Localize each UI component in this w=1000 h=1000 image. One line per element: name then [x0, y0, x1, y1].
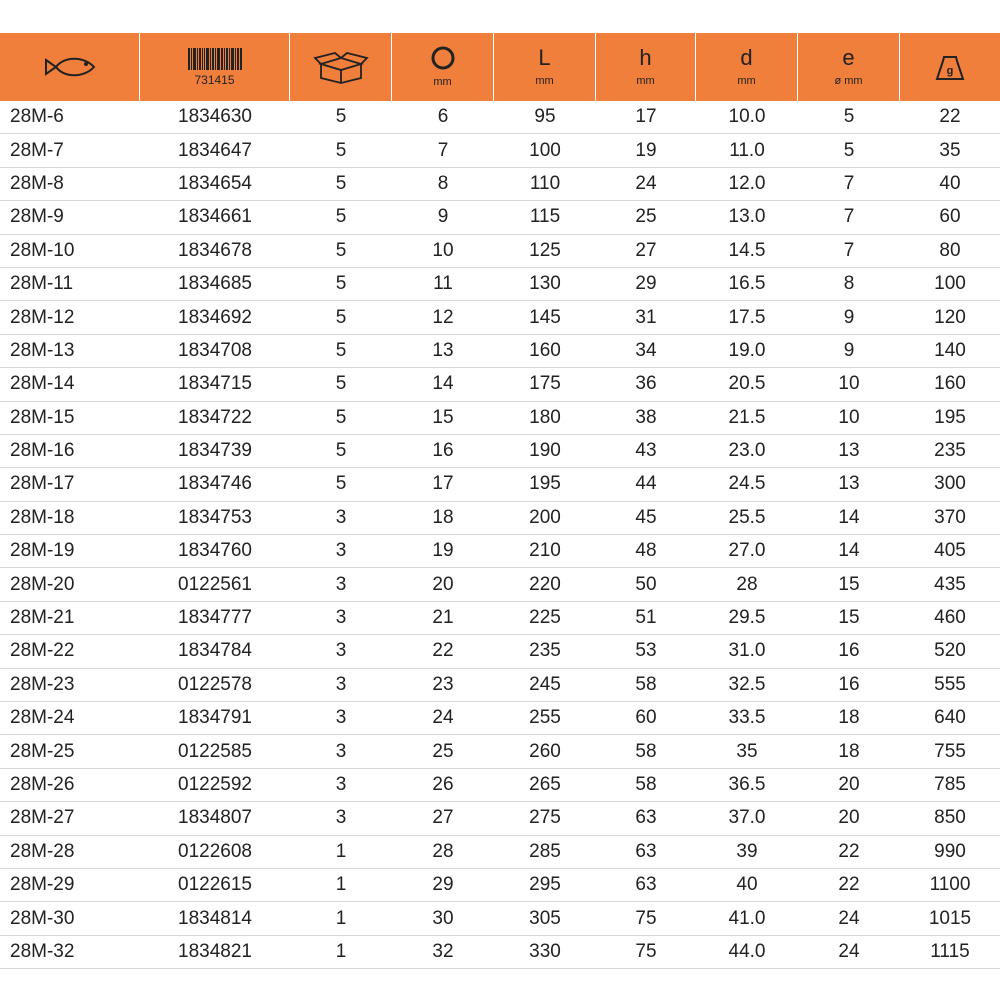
cell-length: 255 — [529, 707, 561, 729]
cell-e: 9 — [843, 339, 855, 361]
cell-length: 295 — [529, 874, 561, 896]
header-size — [392, 33, 494, 101]
cell-diameter: 35 — [736, 740, 758, 762]
cell-model: 28M-16 — [10, 440, 75, 462]
table-row — [0, 335, 1000, 368]
cell-model: 28M-9 — [10, 206, 64, 228]
cell-ean: 0122592 — [178, 774, 252, 795]
cell-pack-qty: 5 — [335, 273, 347, 295]
table-row — [0, 368, 1000, 401]
cell-ean: 1834807 — [178, 807, 252, 829]
table-row — [0, 902, 1000, 935]
cell-pack-qty: 1 — [335, 840, 347, 862]
cell-length: 110 — [529, 172, 561, 194]
cell-diameter: 16.5 — [728, 273, 766, 295]
cell-model: 28M-21 — [10, 607, 75, 629]
cell-diameter: 32.5 — [728, 673, 766, 695]
cell-height: 36 — [635, 373, 657, 395]
cell-length: 275 — [529, 807, 561, 829]
cell-model: 28M-14 — [10, 373, 75, 395]
cell-length: 330 — [529, 940, 561, 962]
cell-e: 5 — [843, 106, 855, 128]
cell-pack-qty: 5 — [335, 339, 347, 361]
cell-weight: 520 — [934, 640, 966, 662]
cell-pack-qty: 3 — [335, 673, 347, 695]
cell-weight: 755 — [934, 740, 966, 762]
weight-icon — [935, 53, 965, 81]
cell-ean: 1834760 — [178, 540, 252, 562]
cell-e: 16 — [838, 640, 860, 662]
cell-diameter: 36.5 — [728, 774, 766, 795]
cell-diameter: 44.0 — [728, 940, 766, 962]
cell-weight: 850 — [934, 807, 966, 829]
cell-height: 31 — [635, 306, 657, 328]
cell-weight: 40 — [939, 172, 961, 194]
table-row — [0, 435, 1000, 468]
cell-e: 18 — [838, 707, 860, 729]
cell-height: 51 — [635, 607, 657, 629]
header-height — [596, 33, 696, 101]
cell-weight: 460 — [934, 607, 966, 629]
cell-diameter: 24.5 — [728, 473, 766, 495]
cell-length: 220 — [529, 573, 561, 595]
cell-diameter: 33.5 — [728, 707, 766, 729]
cell-ean: 1834654 — [178, 172, 252, 194]
header-length-symbol: L — [538, 45, 551, 70]
header-size-unit: mm — [433, 76, 452, 88]
table-row — [0, 869, 1000, 902]
table-row — [0, 702, 1000, 735]
cell-e: 10 — [838, 406, 860, 428]
cell-pack-qty: 3 — [335, 573, 347, 595]
cell-ean: 1834739 — [178, 440, 252, 462]
cell-weight: 405 — [934, 540, 966, 562]
cell-size: 28 — [432, 840, 454, 862]
cell-size: 16 — [432, 440, 454, 462]
cell-ean: 1834692 — [178, 306, 252, 328]
cell-pack-qty: 3 — [335, 540, 347, 562]
barcode-icon — [188, 48, 242, 70]
cell-model: 28M-7 — [10, 139, 64, 161]
cell-e: 10 — [838, 373, 860, 395]
cell-length: 190 — [529, 440, 561, 462]
cell-size: 22 — [432, 640, 454, 662]
cell-diameter: 37.0 — [728, 807, 766, 829]
cell-height: 27 — [635, 239, 657, 261]
cell-model: 28M-13 — [10, 339, 75, 361]
cell-size: 11 — [433, 273, 453, 295]
cell-pack-qty: 3 — [335, 707, 347, 729]
cell-size: 9 — [437, 206, 449, 228]
cell-weight: 80 — [939, 239, 961, 261]
cell-model: 28M-28 — [10, 840, 75, 862]
cell-e: 14 — [838, 506, 860, 528]
cell-length: 260 — [529, 740, 561, 762]
header-ean — [140, 33, 290, 101]
cell-height: 58 — [635, 740, 657, 762]
header-height-symbol: h — [639, 45, 652, 70]
table-row — [0, 602, 1000, 635]
cell-ean: 1834661 — [178, 206, 252, 228]
cell-height: 24 — [635, 172, 657, 194]
table-row — [0, 802, 1000, 835]
cell-e: 20 — [838, 774, 860, 795]
table-row — [0, 134, 1000, 167]
cell-pack-qty: 1 — [335, 940, 347, 962]
cell-height: 17 — [635, 106, 657, 128]
cell-length: 285 — [529, 840, 561, 862]
cell-height: 63 — [635, 807, 657, 829]
table-row — [0, 836, 1000, 869]
cell-size: 29 — [432, 874, 454, 896]
cell-pack-qty: 5 — [335, 139, 347, 161]
cell-diameter: 10.0 — [728, 106, 766, 128]
cell-ean: 0122578 — [178, 673, 252, 695]
cell-weight: 785 — [934, 774, 966, 795]
cell-height: 19 — [635, 139, 657, 161]
cell-height: 48 — [635, 540, 657, 562]
cell-model: 28M-10 — [10, 239, 75, 261]
header-diameter — [696, 33, 798, 101]
cell-length: 145 — [529, 306, 561, 328]
cell-size: 19 — [432, 540, 454, 562]
cell-diameter: 40 — [736, 874, 758, 896]
cell-length: 245 — [529, 673, 561, 695]
cell-e: 20 — [838, 807, 860, 829]
cell-diameter: 11.0 — [729, 139, 765, 161]
cell-weight: 120 — [934, 306, 966, 328]
cell-ean: 1834647 — [178, 139, 252, 161]
cell-weight: 35 — [939, 139, 961, 161]
cell-diameter: 19.0 — [728, 339, 766, 361]
cell-height: 58 — [635, 673, 657, 695]
cell-size: 15 — [432, 406, 454, 428]
cell-diameter: 12.0 — [728, 172, 766, 194]
cell-length: 115 — [529, 206, 561, 228]
cell-pack-qty: 3 — [335, 774, 347, 795]
cell-diameter: 31.0 — [728, 640, 766, 662]
cell-size: 13 — [432, 339, 454, 361]
cell-model: 28M-27 — [10, 807, 75, 829]
cell-pack-qty: 3 — [335, 607, 347, 629]
cell-weight: 640 — [934, 707, 966, 729]
cell-diameter: 28 — [736, 573, 758, 595]
cell-size: 10 — [432, 239, 454, 261]
cell-diameter: 39 — [736, 840, 758, 862]
cell-pack-qty: 5 — [335, 206, 347, 228]
cell-pack-qty: 5 — [335, 440, 347, 462]
cell-height: 44 — [635, 473, 657, 495]
cell-e: 7 — [843, 172, 855, 194]
cell-height: 60 — [635, 707, 657, 729]
header-diameter-symbol: d — [740, 45, 753, 70]
cell-pack-qty: 3 — [335, 640, 347, 662]
cell-length: 200 — [529, 506, 561, 528]
cell-weight: 300 — [934, 473, 966, 495]
table-row — [0, 402, 1000, 435]
cell-ean: 1834753 — [178, 506, 252, 528]
header-weight — [900, 33, 1000, 101]
cell-length: 125 — [529, 239, 561, 261]
cell-weight: 160 — [934, 373, 966, 395]
cell-ean: 0122585 — [178, 740, 252, 762]
cell-weight: 235 — [934, 440, 966, 462]
weight-unit-label: g — [946, 65, 954, 77]
cell-size: 12 — [432, 306, 454, 328]
cell-e: 24 — [838, 907, 860, 929]
cell-diameter: 29.5 — [728, 607, 766, 629]
cell-model: 28M-19 — [10, 540, 75, 562]
table-row — [0, 301, 1000, 334]
cell-e: 7 — [843, 206, 855, 228]
table-row — [0, 936, 1000, 969]
table-row — [0, 502, 1000, 535]
header-e-unit: ø mm — [834, 75, 863, 87]
cell-weight: 140 — [934, 339, 966, 361]
cell-length: 95 — [534, 106, 556, 128]
cell-size: 32 — [432, 940, 454, 962]
table-row — [0, 168, 1000, 201]
cell-model: 28M-8 — [10, 172, 64, 194]
cell-model: 28M-29 — [10, 874, 75, 896]
cell-model: 28M-32 — [10, 940, 75, 962]
cell-model: 28M-30 — [10, 907, 75, 929]
cell-pack-qty: 5 — [335, 172, 347, 194]
cell-model: 28M-11 — [10, 273, 74, 295]
cell-size: 27 — [432, 807, 454, 829]
cell-pack-qty: 1 — [335, 874, 347, 896]
cell-model: 28M-25 — [10, 740, 75, 762]
cell-diameter: 23.0 — [728, 440, 766, 462]
cell-ean: 1834715 — [178, 373, 252, 395]
cell-size: 30 — [432, 907, 454, 929]
cell-size: 14 — [432, 373, 454, 395]
cell-ean: 1834722 — [178, 406, 252, 428]
cell-model: 28M-17 — [10, 473, 75, 495]
fish-tool-icon — [42, 52, 98, 82]
cell-diameter: 14.5 — [728, 239, 766, 261]
cell-weight: 1100 — [929, 874, 971, 896]
cell-e: 5 — [843, 139, 855, 161]
cell-ean: 1834814 — [178, 907, 252, 929]
cell-diameter: 41.0 — [728, 907, 766, 929]
cell-e: 22 — [838, 840, 860, 862]
cell-weight: 60 — [939, 206, 961, 228]
cell-weight: 370 — [934, 506, 966, 528]
cell-size: 8 — [437, 172, 449, 194]
cell-height: 29 — [635, 273, 657, 295]
cell-diameter: 21.5 — [728, 406, 766, 428]
cell-weight: 195 — [934, 406, 966, 428]
cell-height: 38 — [635, 406, 657, 428]
cell-size: 24 — [432, 707, 454, 729]
cell-e: 24 — [838, 940, 860, 962]
cell-length: 265 — [529, 774, 561, 795]
cell-weight: 1015 — [928, 907, 972, 929]
table-row — [0, 201, 1000, 234]
cell-ean: 1834630 — [178, 106, 252, 128]
cell-e: 9 — [843, 306, 855, 328]
cell-model: 28M-6 — [10, 106, 64, 128]
cell-e: 22 — [838, 874, 860, 896]
cell-size: 18 — [432, 506, 454, 528]
cell-weight: 555 — [934, 673, 966, 695]
cell-e: 13 — [838, 473, 860, 495]
cell-ean: 1834746 — [178, 473, 252, 495]
cell-size: 20 — [432, 573, 454, 595]
table-row — [0, 468, 1000, 501]
table-row — [0, 769, 1000, 802]
cell-height: 43 — [635, 440, 657, 462]
cell-diameter: 25.5 — [728, 506, 766, 528]
cell-length: 210 — [529, 540, 561, 562]
cell-pack-qty: 5 — [335, 306, 347, 328]
cell-ean: 1834678 — [178, 239, 252, 261]
cell-model: 28M-20 — [10, 573, 75, 595]
cell-diameter: 27.0 — [728, 540, 766, 562]
cell-length: 305 — [529, 907, 561, 929]
cell-ean: 1834685 — [178, 273, 252, 295]
cell-height: 50 — [635, 573, 657, 595]
circle-size-icon — [430, 45, 456, 71]
cell-weight: 22 — [939, 106, 961, 128]
cell-length: 195 — [529, 473, 561, 495]
cell-diameter: 20.5 — [728, 373, 766, 395]
barcode-number: 731415 — [194, 72, 235, 87]
cell-e: 14 — [838, 540, 860, 562]
cell-model: 28M-15 — [10, 406, 75, 428]
cell-length: 130 — [529, 273, 561, 295]
cell-length: 160 — [529, 339, 561, 361]
table-row — [0, 268, 1000, 301]
cell-length: 225 — [529, 607, 561, 629]
cell-ean: 0122561 — [178, 573, 252, 595]
cell-size: 21 — [432, 607, 454, 629]
cell-height: 34 — [635, 339, 657, 361]
cell-pack-qty: 5 — [335, 239, 347, 261]
table-row — [0, 101, 1000, 134]
header-e — [798, 33, 900, 101]
table-row — [0, 735, 1000, 768]
cell-length: 175 — [529, 373, 561, 395]
cell-model: 28M-23 — [10, 673, 75, 695]
cell-diameter: 13.0 — [728, 206, 766, 228]
cell-diameter: 17.5 — [728, 306, 766, 328]
cell-model: 28M-12 — [10, 306, 75, 328]
cell-ean: 1834777 — [178, 607, 252, 629]
cell-height: 53 — [635, 640, 657, 662]
header-diameter-unit: mm — [737, 75, 756, 87]
cell-e: 16 — [838, 673, 860, 695]
cell-height: 63 — [635, 874, 657, 896]
cell-size: 17 — [432, 473, 454, 495]
cell-pack-qty: 5 — [335, 106, 347, 128]
cell-height: 63 — [635, 840, 657, 862]
cell-model: 28M-18 — [10, 506, 75, 528]
table-row — [0, 235, 1000, 268]
cell-pack-qty: 5 — [335, 406, 347, 428]
cell-size: 25 — [432, 740, 454, 762]
table-row — [0, 568, 1000, 601]
cell-size: 23 — [432, 673, 454, 695]
cell-height: 75 — [635, 907, 657, 929]
header-pack-qty — [290, 33, 392, 101]
cell-model: 28M-24 — [10, 707, 75, 729]
table-row — [0, 635, 1000, 668]
cell-e: 15 — [838, 607, 860, 629]
table-body — [0, 101, 1000, 969]
header-e-symbol: e — [842, 45, 855, 70]
cell-weight: 100 — [934, 273, 966, 295]
box-package-icon — [313, 50, 369, 84]
cell-size: 7 — [437, 139, 449, 161]
cell-pack-qty: 3 — [335, 740, 347, 762]
cell-pack-qty: 3 — [335, 807, 347, 829]
table-header — [0, 33, 1000, 101]
cell-e: 7 — [843, 239, 855, 261]
cell-e: 8 — [843, 273, 855, 295]
cell-size: 26 — [432, 774, 454, 795]
cell-length: 180 — [529, 406, 561, 428]
header-length-unit: mm — [535, 75, 554, 87]
cell-height: 75 — [635, 940, 657, 962]
cell-model: 28M-26 — [10, 774, 75, 795]
table-row — [0, 669, 1000, 702]
header-model — [0, 33, 140, 101]
cell-ean: 1834821 — [178, 940, 252, 962]
cell-pack-qty: 5 — [335, 473, 347, 495]
header-height-unit: mm — [636, 75, 655, 87]
cell-pack-qty: 5 — [335, 373, 347, 395]
cell-weight: 990 — [934, 840, 966, 862]
table-row — [0, 535, 1000, 568]
cell-e: 13 — [838, 440, 860, 462]
cell-pack-qty: 1 — [335, 907, 347, 929]
cell-pack-qty: 3 — [335, 506, 347, 528]
cell-e: 18 — [838, 740, 860, 762]
cell-weight: 435 — [934, 573, 966, 595]
cell-ean: 1834784 — [178, 640, 252, 662]
cell-height: 58 — [635, 774, 657, 795]
cell-e: 15 — [838, 573, 860, 595]
cell-length: 235 — [529, 640, 561, 662]
cell-height: 25 — [635, 206, 657, 228]
cell-length: 100 — [529, 139, 561, 161]
cell-model: 28M-22 — [10, 640, 75, 662]
header-length — [494, 33, 596, 101]
cell-ean: 0122615 — [178, 874, 252, 896]
product-spec-table — [0, 33, 1000, 969]
cell-height: 45 — [635, 506, 657, 528]
cell-size: 6 — [437, 106, 449, 128]
cell-ean: 1834791 — [178, 707, 252, 729]
cell-ean: 0122608 — [178, 840, 252, 862]
cell-ean: 1834708 — [178, 339, 252, 361]
cell-weight: 1115 — [930, 940, 970, 962]
